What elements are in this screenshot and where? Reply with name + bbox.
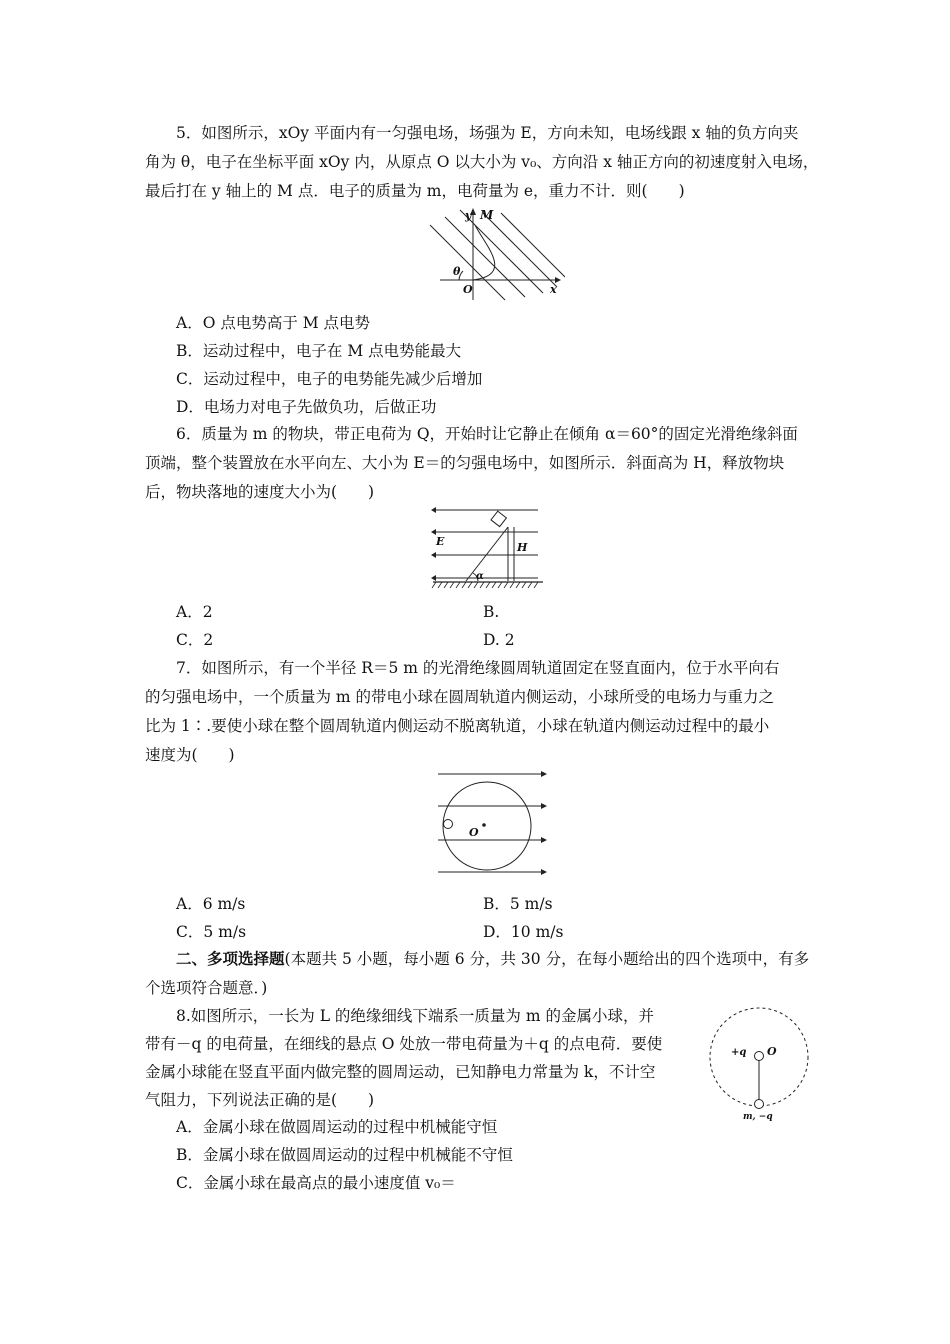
q5-option-a: A．O 点电势高于 M 点电势 bbox=[176, 314, 371, 332]
q5-fig-label-theta: θ bbox=[453, 265, 461, 278]
q7-figure bbox=[433, 768, 548, 880]
q5-fig-label-O: O bbox=[463, 283, 473, 296]
q7-option-d: D．10 m/s bbox=[483, 923, 564, 941]
section-2-instructions: (本题共 5 小题，每小题 6 分，共 30 分，在每小题给出的四个选项中，有多 bbox=[284, 950, 810, 968]
q8-figure bbox=[705, 1003, 813, 1123]
q6-stem-line-1: 6．质量为 m 的物块，带正电荷为 Q，开始时让它静止在倾角 α＝60°的固定光滑绝缘斜面 bbox=[176, 425, 798, 443]
q5-fig-label-x: x bbox=[550, 283, 557, 296]
section-2-line-2: 个选项符合题意．) bbox=[145, 979, 268, 997]
q6-fig-label-alpha: α bbox=[476, 571, 484, 582]
q7-stem-line-2: 的匀强电场中，一个质量为 m 的带电小球在圆周轨道内侧运动，小球所受的电场力与重力之 bbox=[145, 688, 775, 706]
q5-stem-line-2: 角为 θ，电子在坐标平面 xOy 内，从原点 O 以大小为 v₀、方向沿 x 轴正方向的初速度射入电场， bbox=[145, 153, 819, 171]
q7-stem-line-3: 比为 1∶.要使小球在整个圆周轨道内侧运动不脱离轨道，小球在轨道内侧运动过程中的最小 bbox=[145, 717, 770, 735]
q6-option-d: D. 2 bbox=[483, 631, 515, 649]
q5-stem-line-1: 5．如图所示，xOy 平面内有一匀强电场，场强为 E，方向未知，电场线跟 x 轴的负方向夹 bbox=[176, 124, 799, 142]
q6-option-b: B. bbox=[483, 603, 500, 621]
q5-stem-line-3: 最后打在 y 轴上的 M 点．电子的质量为 m，电荷量为 e，重力不计．则( ) bbox=[145, 182, 685, 200]
q8-stem-line-3: 金属小球能在竖直平面内做完整的圆周运动，已知静电力常量为 k，不计空 bbox=[145, 1063, 656, 1081]
q6-fig-label-E: E bbox=[436, 535, 445, 548]
q7-stem-line-4: 速度为( ) bbox=[145, 746, 235, 764]
q5-figure bbox=[425, 205, 565, 305]
q8-fig-label-m-minus-q: m, −q bbox=[743, 1112, 773, 1122]
q8-option-c: C．金属小球在最高点的最小速度值 v₀＝ bbox=[176, 1174, 456, 1192]
q8-stem-line-2: 带有－q 的电荷量，在细线的悬点 O 处放一带电荷量为＋q 的点电荷．要使 bbox=[145, 1035, 663, 1053]
q6-figure bbox=[428, 505, 548, 595]
q7-option-a: A．6 m/s bbox=[176, 895, 246, 913]
q7-option-b: B．5 m/s bbox=[483, 895, 553, 913]
q7-option-c: C．5 m/s bbox=[176, 923, 247, 941]
q6-option-c: C．2 bbox=[176, 631, 214, 649]
section-2-heading bbox=[176, 949, 809, 969]
q8-stem-line-1: 8.如图所示，一长为 L 的绝缘细线下端系一质量为 m 的金属小球，并 bbox=[176, 1007, 654, 1025]
q8-fig-label-O: O bbox=[767, 1045, 777, 1058]
q5-option-d: D．电场力对电子先做负功，后做正功 bbox=[176, 398, 437, 416]
q8-stem-line-4: 气阻力，下列说法正确的是( ) bbox=[145, 1091, 375, 1109]
q8-option-b: B．金属小球在做圆周运动的过程中机械能不守恒 bbox=[176, 1146, 513, 1164]
q5-fig-label-M: M bbox=[480, 208, 494, 222]
q6-stem-line-3: 后，物块落地的速度大小为( ) bbox=[145, 483, 375, 501]
q5-option-b: B．运动过程中，电子在 M 点电势能最大 bbox=[176, 342, 462, 360]
q7-fig-label-O: O bbox=[469, 826, 479, 839]
q8-fig-label-plus-q: +q bbox=[731, 1047, 747, 1058]
q8-option-a: A．金属小球在做圆周运动的过程中机械能守恒 bbox=[176, 1118, 498, 1136]
q7-stem-line-1: 7．如图所示，有一个半径 R＝5 m 的光滑绝缘圆周轨道固定在竖直面内，位于水平向右 bbox=[176, 659, 780, 677]
q6-option-a: A．2 bbox=[176, 603, 213, 621]
q5-fig-label-y: y bbox=[465, 209, 472, 222]
q6-fig-label-H: H bbox=[517, 541, 528, 554]
section-2-title: 二、多项选择题 bbox=[176, 949, 285, 968]
q5-option-c: C．运动过程中，电子的电势能先减少后增加 bbox=[176, 370, 483, 388]
q6-stem-line-2: 顶端，整个装置放在水平向左、大小为 E＝的匀强电场中，如图所示．斜面高为 H，释放物块 bbox=[145, 454, 785, 472]
